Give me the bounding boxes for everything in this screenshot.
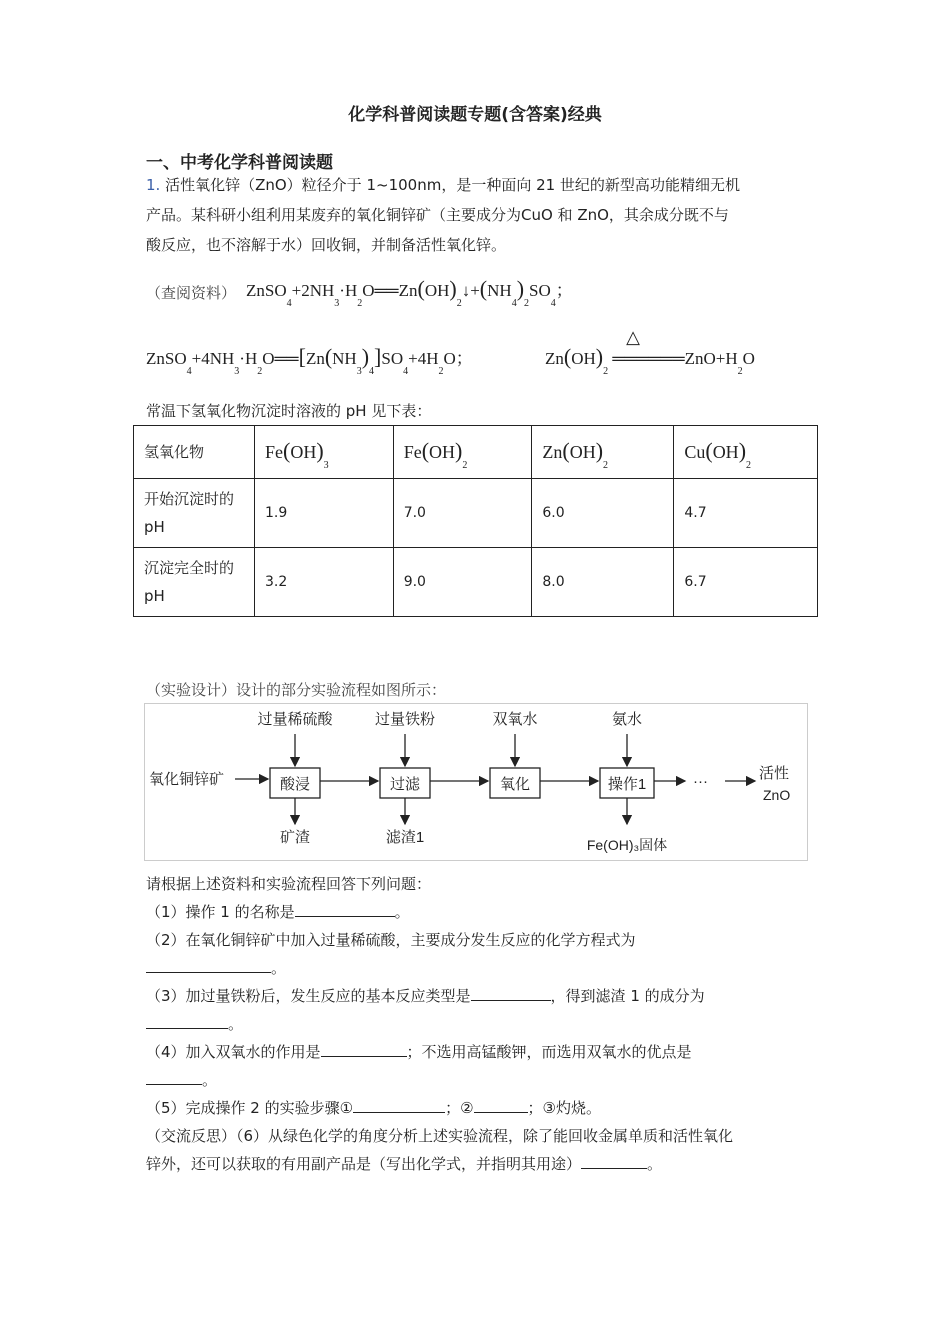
table-row xyxy=(134,479,818,548)
output-label: Fe(OH)₃固体 xyxy=(586,837,668,853)
header-cell: $Fe(OH)_3$ xyxy=(255,426,394,479)
flow-chart xyxy=(144,703,808,861)
q6-line-1: （交流反思）（6）从绿色化学的角度分析上述实验流程，除了能回收金属单质和活性氧化 xyxy=(146,1127,734,1145)
answer-blank[interactable] xyxy=(146,1070,202,1085)
header-cell: $Zn(OH)_2$ xyxy=(532,426,674,479)
header-cell: $Fe(OH)_2$ xyxy=(393,426,532,479)
table-row xyxy=(134,548,818,617)
reagent-label: 过量铁粉 xyxy=(374,711,436,728)
section-heading: 一、中考化学科普阅读题 xyxy=(146,153,333,173)
answer-blank[interactable] xyxy=(321,1042,407,1057)
ph-table xyxy=(133,425,818,617)
q6-line-2: 锌外，还可以获取的有用副产品是（写出化学式，并指明其用途） 。 xyxy=(146,1155,663,1173)
table-header-row xyxy=(134,426,818,479)
table-cell: 6.7 xyxy=(674,548,818,617)
q1: （1）操作 1 的名称是 。 xyxy=(146,903,410,921)
answer-blank[interactable] xyxy=(471,986,551,1001)
flow-ellipsis: ··· xyxy=(693,773,708,790)
q5: （5）完成操作 2 的实验步骤① ；② ；③灼烧。 xyxy=(146,1099,601,1117)
table-cell: 1.9 xyxy=(255,479,394,548)
q4: （4）加入双氧水的作用是 ；不选用高锰酸钾，而选用双氧水的优点是 xyxy=(146,1043,692,1061)
header-cell: 氢氧化物 xyxy=(134,426,255,479)
step-label: 酸浸 xyxy=(279,776,311,793)
table-caption: 常温下氢氧化物沉淀时溶液的 pH 见下表： xyxy=(146,402,432,420)
answer-blank[interactable] xyxy=(581,1154,647,1169)
equation-3: $Zn(OH)_2$ △ $══════ZnO+H_2O$ xyxy=(545,327,755,378)
table-cell: 7.0 xyxy=(393,479,532,548)
q4-answer: 。 xyxy=(146,1069,217,1090)
table-cell: 6.0 xyxy=(532,479,674,548)
q2-answer: 。 xyxy=(146,957,286,978)
row-label: 沉淀完全时的 pH xyxy=(134,548,255,617)
flow-end-line2: ZnO xyxy=(763,787,791,803)
table-cell: 8.0 xyxy=(532,548,674,617)
equation-2: $ZnSO_4+4NH_3\cdot H_2O══[Zn(NH_3)_4]SO_4+4H_2O$； xyxy=(146,344,473,378)
flow-start: 氧化铜锌矿 xyxy=(149,771,225,788)
intro-line-1: 1. 活性氧化锌（ZnO）粒径介于 1~100nm，是一种面向 21 世纪的新型高功能精细无机 xyxy=(146,176,740,194)
step-label: 氧化 xyxy=(499,776,531,793)
design-label: （实验设计）设计的部分实验流程如图所示： xyxy=(146,681,447,699)
q3: （3）加过量铁粉后，发生反应的基本反应类型是 ，得到滤渣 1 的成分为 xyxy=(146,987,705,1005)
reagent-label: 过量稀硫酸 xyxy=(257,711,333,728)
answer-blank[interactable] xyxy=(353,1098,445,1113)
flow-end-line1: 活性 xyxy=(759,765,790,782)
table-cell: 9.0 xyxy=(393,548,532,617)
question-number: 1. xyxy=(146,176,161,194)
header-cell: $Cu(OH)_2$ xyxy=(674,426,818,479)
prompt: 请根据上述资料和实验流程回答下列问题： xyxy=(146,875,432,893)
page-title: 化学科普阅读题专题(含答案)经典 xyxy=(348,105,602,125)
intro-line-2: 产品。某科研小组利用某废弃的氧化铜锌矿（主要成分为CuO 和 ZnO，其余成分既不与 xyxy=(146,206,729,224)
equation-1: $ZnSO_4+2NH_3\cdot H_2O══Zn(OH)_2↓+(NH_4)_2SO_4$； xyxy=(246,276,573,310)
reagent-label: 氨水 xyxy=(611,711,643,728)
answer-blank[interactable] xyxy=(295,902,395,917)
intro-line-3: 酸反应，也不溶解于水）回收铜，并制备活性氧化锌。 xyxy=(146,236,507,254)
data-label: （查阅资料） xyxy=(146,284,237,302)
answer-blank[interactable] xyxy=(146,958,271,973)
q2: （2）在氧化铜锌矿中加入过量稀硫酸，主要成分发生反应的化学方程式为 xyxy=(146,931,636,949)
answer-blank[interactable] xyxy=(474,1098,528,1113)
step-label: 过滤 xyxy=(389,776,421,793)
output-label: 滤渣1 xyxy=(385,829,425,846)
q3-answer: 。 xyxy=(146,1013,243,1034)
output-label: 矿渣 xyxy=(279,829,311,846)
step-label: 操作1 xyxy=(607,776,647,793)
table-cell: 4.7 xyxy=(674,479,818,548)
answer-blank[interactable] xyxy=(146,1014,228,1029)
table-cell: 3.2 xyxy=(255,548,394,617)
reagent-label: 双氧水 xyxy=(492,711,538,728)
row-label: 开始沉淀时的 pH xyxy=(134,479,255,548)
